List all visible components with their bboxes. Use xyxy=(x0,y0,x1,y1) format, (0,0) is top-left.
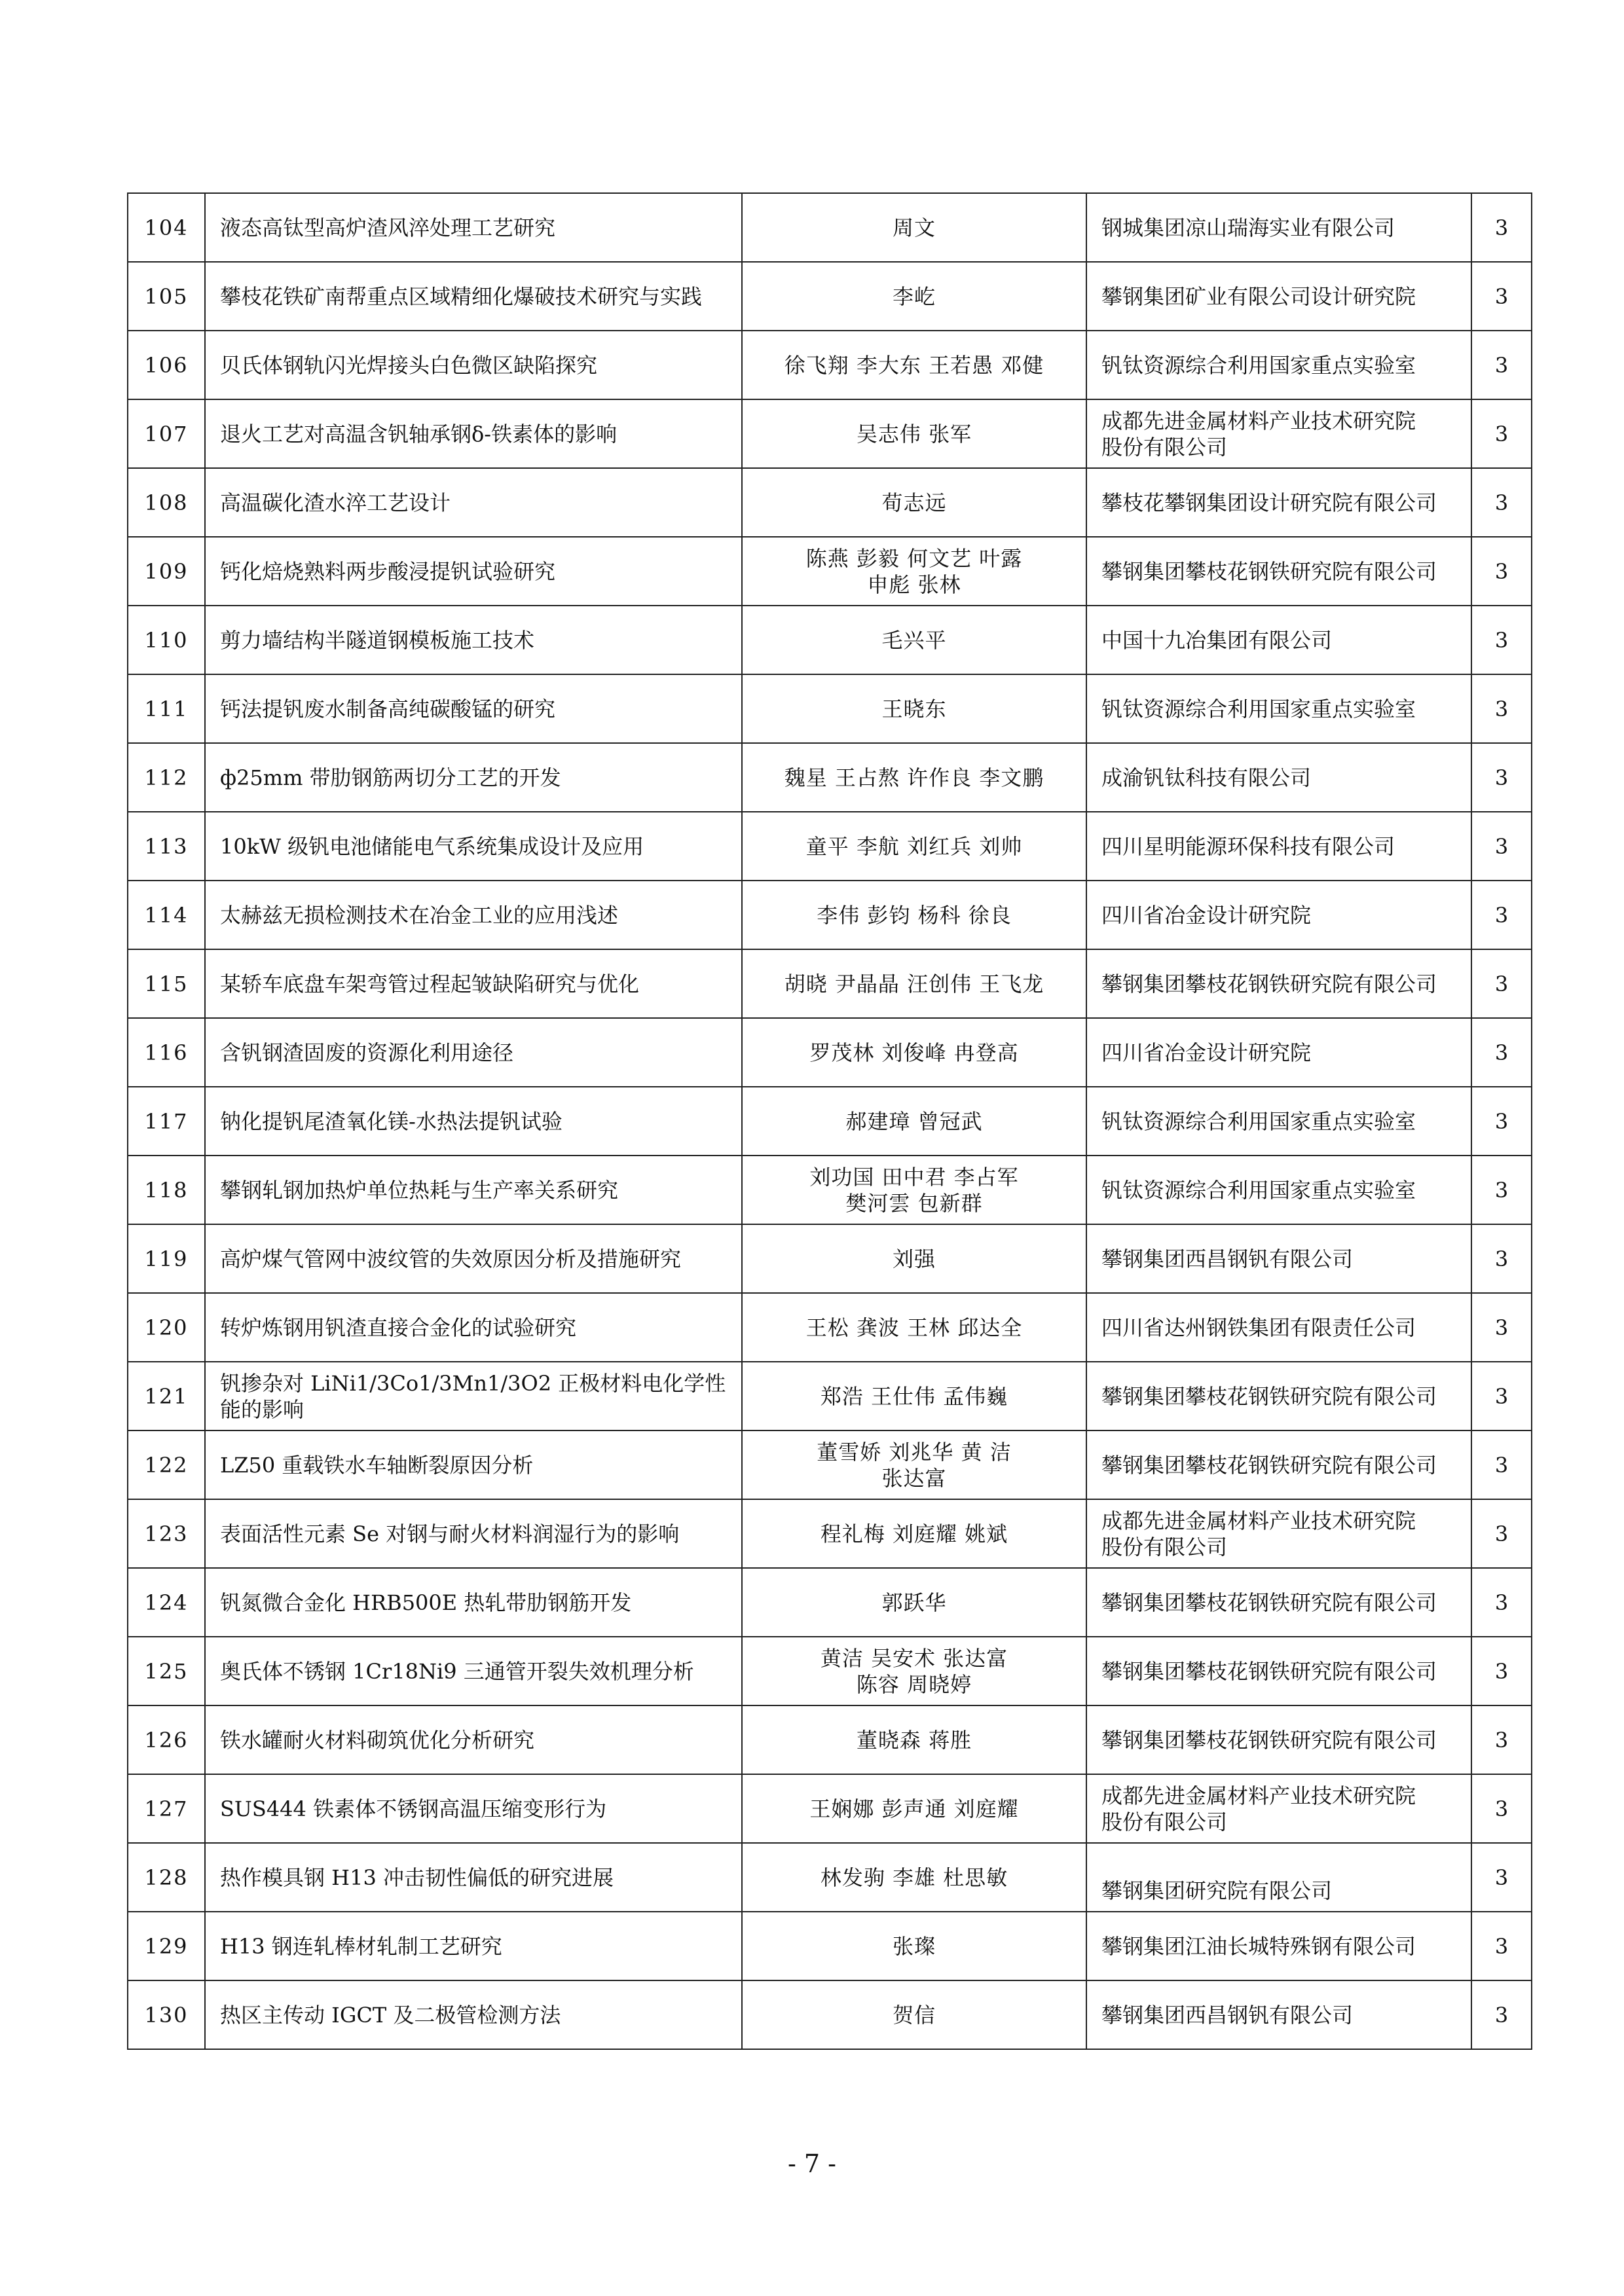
organization xyxy=(1086,1224,1471,1293)
author-line: 罗茂林 刘俊峰 冉登高 xyxy=(809,1040,1019,1065)
row-number: 117 xyxy=(128,1087,205,1156)
row-number: 121 xyxy=(128,1362,205,1430)
organization-line: 攀钢集团攀枝花钢铁研究院有限公司 xyxy=(1101,971,1437,996)
paper-title: 液态高钛型高炉渣风淬处理工艺研究 xyxy=(205,193,742,262)
organization-line: 四川省达州钢铁集团有限责任公司 xyxy=(1101,1315,1416,1340)
author-list xyxy=(742,468,1086,537)
award-grade: 3 xyxy=(1471,1362,1532,1430)
organization xyxy=(1086,674,1471,743)
paper-title: 铁水罐耐火材料砌筑优化分析研究 xyxy=(205,1705,742,1774)
row-number: 122 xyxy=(128,1430,205,1499)
organization-line: 股份有限公司 xyxy=(1101,1534,1228,1559)
row-number: 113 xyxy=(128,812,205,881)
row-number: 114 xyxy=(128,881,205,949)
author-list xyxy=(742,812,1086,881)
organization-line: 成都先进金属材料产业技术研究院 xyxy=(1101,1783,1416,1808)
author-line: 樊河雲 包新群 xyxy=(845,1190,983,1216)
paper-title: SUS444 铁素体不锈钢高温压缩变形行为 xyxy=(205,1774,742,1843)
row-number: 130 xyxy=(128,1980,205,2049)
award-grade: 3 xyxy=(1471,1568,1532,1637)
author-list xyxy=(742,881,1086,949)
author-line: 王晓东 xyxy=(881,696,947,721)
author-line: 黄洁 吴安术 张达富 xyxy=(820,1645,1008,1671)
author-list xyxy=(742,1087,1086,1156)
author-line: 李屹 xyxy=(892,283,936,309)
award-grade: 3 xyxy=(1471,1156,1532,1224)
row-number: 119 xyxy=(128,1224,205,1293)
table-row xyxy=(128,537,1532,606)
table-row xyxy=(128,1156,1532,1224)
author-line: 毛兴平 xyxy=(881,627,947,653)
row-number: 125 xyxy=(128,1637,205,1705)
author-list xyxy=(742,399,1086,468)
table-row xyxy=(128,1224,1532,1293)
organization xyxy=(1086,743,1471,812)
award-grade: 3 xyxy=(1471,1980,1532,2049)
author-line: 刘功国 田中君 李占军 xyxy=(809,1164,1019,1190)
paper-title: 退火工艺对高温含钒轴承钢δ-铁素体的影响 xyxy=(205,399,742,468)
author-line: 林发驹 李雄 杜思敏 xyxy=(820,1865,1008,1890)
organization-line: 攀枝花攀钢集团设计研究院有限公司 xyxy=(1101,490,1437,515)
row-number: 123 xyxy=(128,1499,205,1568)
table-row xyxy=(128,262,1532,331)
organization xyxy=(1086,1018,1471,1087)
author-list xyxy=(742,743,1086,812)
organization-line: 成都先进金属材料产业技术研究院 xyxy=(1101,408,1416,433)
organization xyxy=(1086,1705,1471,1774)
author-line: 胡晓 尹晶晶 汪创伟 王飞龙 xyxy=(784,971,1044,996)
table-row xyxy=(128,1843,1532,1912)
row-number: 109 xyxy=(128,537,205,606)
award-table-body xyxy=(128,193,1532,2049)
author-list xyxy=(742,1499,1086,1568)
row-number: 127 xyxy=(128,1774,205,1843)
organization-line: 钒钛资源综合利用国家重点实验室 xyxy=(1101,696,1416,721)
organization-line: 攀钢集团攀枝花钢铁研究院有限公司 xyxy=(1101,1727,1437,1753)
author-list xyxy=(742,1568,1086,1637)
row-number: 108 xyxy=(128,468,205,537)
author-line: 徐飞翔 李大东 王若愚 邓健 xyxy=(784,352,1044,378)
paper-title: 奥氏体不锈钢 1Cr18Ni9 三通管开裂失效机理分析 xyxy=(205,1637,742,1705)
paper-title: ф25mm 带肋钢筋两切分工艺的开发 xyxy=(205,743,742,812)
paper-title: 热作模具钢 H13 冲击韧性偏低的研究进展 xyxy=(205,1843,742,1912)
page-number: - 7 - xyxy=(787,2149,836,2178)
author-line: 张璨 xyxy=(892,1933,936,1959)
organization xyxy=(1086,1499,1471,1568)
paper-title: 剪力墙结构半隧道钢模板施工技术 xyxy=(205,606,742,674)
table-row xyxy=(128,1705,1532,1774)
table-row xyxy=(128,1499,1532,1568)
award-grade: 3 xyxy=(1471,1843,1532,1912)
row-number: 112 xyxy=(128,743,205,812)
row-number: 105 xyxy=(128,262,205,331)
row-number: 111 xyxy=(128,674,205,743)
organization-line: 攀钢集团研究院有限公司 xyxy=(1101,1878,1333,1903)
row-number: 104 xyxy=(128,193,205,262)
table-row xyxy=(128,1774,1532,1843)
organization xyxy=(1086,1156,1471,1224)
author-line: 贺信 xyxy=(892,2002,936,2028)
organization-line: 攀钢集团江油长城特殊钢有限公司 xyxy=(1101,1933,1416,1959)
award-grade: 3 xyxy=(1471,1499,1532,1568)
row-number: 106 xyxy=(128,331,205,399)
paper-title: 10kW 级钒电池储能电气系统集成设计及应用 xyxy=(205,812,742,881)
author-list xyxy=(742,1430,1086,1499)
award-grade: 3 xyxy=(1471,1705,1532,1774)
paper-title: 钠化提钒尾渣氧化镁-水热法提钒试验 xyxy=(205,1087,742,1156)
author-line: 郭跃华 xyxy=(881,1590,947,1615)
author-list xyxy=(742,606,1086,674)
table-row xyxy=(128,949,1532,1018)
author-list xyxy=(742,1637,1086,1705)
author-list xyxy=(742,262,1086,331)
row-number: 110 xyxy=(128,606,205,674)
author-list xyxy=(742,1293,1086,1362)
author-line: 刘强 xyxy=(892,1246,936,1271)
organization-line: 攀钢集团攀枝花钢铁研究院有限公司 xyxy=(1101,1590,1437,1615)
table-row xyxy=(128,468,1532,537)
paper-title: LZ50 重载铁水车轴断裂原因分析 xyxy=(205,1430,742,1499)
award-grade: 3 xyxy=(1471,1087,1532,1156)
organization-line: 攀钢集团攀枝花钢铁研究院有限公司 xyxy=(1101,1658,1437,1684)
table-row xyxy=(128,1362,1532,1430)
paper-title: 钒氮微合金化 HRB500E 热轧带肋钢筋开发 xyxy=(205,1568,742,1637)
organization-line: 成都先进金属材料产业技术研究院 xyxy=(1101,1508,1416,1533)
author-list xyxy=(742,1980,1086,2049)
row-number: 124 xyxy=(128,1568,205,1637)
award-grade: 3 xyxy=(1471,949,1532,1018)
award-grade: 3 xyxy=(1471,1224,1532,1293)
author-line: 荀志远 xyxy=(881,490,947,515)
organization xyxy=(1086,1293,1471,1362)
organization xyxy=(1086,1430,1471,1499)
organization xyxy=(1086,331,1471,399)
organization xyxy=(1086,812,1471,881)
author-line: 王松 龚波 王林 邱达全 xyxy=(805,1315,1023,1340)
paper-title: 高温碳化渣水淬工艺设计 xyxy=(205,468,742,537)
author-list xyxy=(742,1362,1086,1430)
author-list xyxy=(742,1774,1086,1843)
paper-title: 转炉炼钢用钒渣直接合金化的试验研究 xyxy=(205,1293,742,1362)
award-grade: 3 xyxy=(1471,262,1532,331)
organization xyxy=(1086,949,1471,1018)
author-line: 陈容 周晓婷 xyxy=(856,1671,972,1697)
award-grade: 3 xyxy=(1471,399,1532,468)
award-grade: 3 xyxy=(1471,1912,1532,1980)
organization-line: 攀钢集团西昌钢钒有限公司 xyxy=(1101,2002,1354,2028)
award-grade: 3 xyxy=(1471,674,1532,743)
author-list xyxy=(742,949,1086,1018)
table-row xyxy=(128,881,1532,949)
row-number: 107 xyxy=(128,399,205,468)
author-list xyxy=(742,537,1086,606)
award-grade: 3 xyxy=(1471,468,1532,537)
paper-title: 攀钢轧钢加热炉单位热耗与生产率关系研究 xyxy=(205,1156,742,1224)
organization xyxy=(1086,399,1471,468)
row-number: 128 xyxy=(128,1843,205,1912)
organization-line: 四川星明能源环保科技有限公司 xyxy=(1101,833,1395,859)
table-row xyxy=(128,399,1532,468)
organization-line: 股份有限公司 xyxy=(1101,434,1228,460)
author-list xyxy=(742,1018,1086,1087)
award-grade: 3 xyxy=(1471,812,1532,881)
award-grade: 3 xyxy=(1471,193,1532,262)
author-list xyxy=(742,1705,1086,1774)
author-line: 程礼梅 刘庭耀 姚斌 xyxy=(820,1521,1008,1546)
author-list xyxy=(742,674,1086,743)
author-line: 郑浩 王仕伟 孟伟巍 xyxy=(820,1383,1008,1409)
award-grade: 3 xyxy=(1471,1774,1532,1843)
author-line: 童平 李航 刘红兵 刘帅 xyxy=(805,833,1023,859)
table-row xyxy=(128,812,1532,881)
organization xyxy=(1086,881,1471,949)
paper-title: 太赫兹无损检测技术在冶金工业的应用浅述 xyxy=(205,881,742,949)
author-line: 魏星 王占熬 许作良 李文鹏 xyxy=(784,765,1044,790)
paper-title: 高炉煤气管网中波纹管的失效原因分析及措施研究 xyxy=(205,1224,742,1293)
table-row xyxy=(128,1568,1532,1637)
author-list xyxy=(742,331,1086,399)
author-line: 申彪 张林 xyxy=(867,572,961,597)
organization xyxy=(1086,468,1471,537)
organization xyxy=(1086,1774,1471,1843)
author-line: 李伟 彭钧 杨科 徐良 xyxy=(817,902,1012,928)
organization-line: 攀钢集团攀枝花钢铁研究院有限公司 xyxy=(1101,1383,1437,1409)
author-line: 董雪娇 刘兆华 黄 洁 xyxy=(817,1439,1012,1465)
organization xyxy=(1086,1568,1471,1637)
row-number: 116 xyxy=(128,1018,205,1087)
table-row xyxy=(128,1980,1532,2049)
author-list xyxy=(742,1156,1086,1224)
award-grade: 3 xyxy=(1471,537,1532,606)
row-number: 118 xyxy=(128,1156,205,1224)
award-grade: 3 xyxy=(1471,743,1532,812)
award-grade: 3 xyxy=(1471,606,1532,674)
author-line: 周文 xyxy=(892,215,936,240)
author-line: 郝建璋 曾冠武 xyxy=(845,1108,983,1134)
table-row xyxy=(128,743,1532,812)
table-row xyxy=(128,1912,1532,1980)
organization-line: 股份有限公司 xyxy=(1101,1809,1228,1834)
table-row xyxy=(128,1430,1532,1499)
paper-title: 贝氏体钢轨闪光焊接头白色微区缺陷探究 xyxy=(205,331,742,399)
organization-line: 攀钢集团攀枝花钢铁研究院有限公司 xyxy=(1101,1452,1437,1478)
author-line: 董晓森 蒋胜 xyxy=(856,1727,972,1753)
organization-line: 攀钢集团矿业有限公司设计研究院 xyxy=(1101,283,1416,309)
paper-title: 热区主传动 IGCT 及二极管检测方法 xyxy=(205,1980,742,2049)
row-number: 126 xyxy=(128,1705,205,1774)
author-line: 陈燕 彭毅 何文艺 叶露 xyxy=(805,545,1023,571)
table-row xyxy=(128,606,1532,674)
author-line: 吴志伟 张军 xyxy=(856,421,972,446)
author-list xyxy=(742,1912,1086,1980)
award-grade: 3 xyxy=(1471,1430,1532,1499)
organization-line: 钢城集团凉山瑞海实业有限公司 xyxy=(1101,215,1395,240)
author-line: 王娴娜 彭声通 刘庭耀 xyxy=(809,1796,1019,1821)
organization xyxy=(1086,1980,1471,2049)
organization xyxy=(1086,1087,1471,1156)
award-table xyxy=(127,192,1532,2050)
organization-line: 钒钛资源综合利用国家重点实验室 xyxy=(1101,1108,1416,1134)
organization-line xyxy=(1101,1851,1456,1878)
organization-line: 中国十九冶集团有限公司 xyxy=(1101,627,1333,653)
table-row xyxy=(128,1018,1532,1087)
organization-line: 四川省冶金设计研究院 xyxy=(1101,1040,1312,1065)
organization xyxy=(1086,1843,1471,1912)
award-grade: 3 xyxy=(1471,1293,1532,1362)
author-line: 张达富 xyxy=(881,1465,947,1491)
table-row xyxy=(128,674,1532,743)
organization xyxy=(1086,1912,1471,1980)
organization-line: 攀钢集团攀枝花钢铁研究院有限公司 xyxy=(1101,558,1437,584)
row-number: 115 xyxy=(128,949,205,1018)
organization xyxy=(1086,193,1471,262)
award-grade: 3 xyxy=(1471,1018,1532,1087)
organization-line: 攀钢集团西昌钢钒有限公司 xyxy=(1101,1246,1354,1271)
paper-title: 某轿车底盘车架弯管过程起皱缺陷研究与优化 xyxy=(205,949,742,1018)
organization-line: 四川省冶金设计研究院 xyxy=(1101,902,1312,928)
organization-line: 钒钛资源综合利用国家重点实验室 xyxy=(1101,1177,1416,1203)
paper-title: 含钒钢渣固废的资源化利用途径 xyxy=(205,1018,742,1087)
paper-title: H13 钢连轧棒材轧制工艺研究 xyxy=(205,1912,742,1980)
table-row xyxy=(128,193,1532,262)
organization-line: 成渝钒钛科技有限公司 xyxy=(1101,765,1312,790)
paper-title: 钙法提钒废水制备高纯碳酸锰的研究 xyxy=(205,674,742,743)
organization xyxy=(1086,262,1471,331)
author-list xyxy=(742,1224,1086,1293)
table-row xyxy=(128,1293,1532,1362)
organization xyxy=(1086,1637,1471,1705)
organization-line: 钒钛资源综合利用国家重点实验室 xyxy=(1101,352,1416,378)
award-grade: 3 xyxy=(1471,1637,1532,1705)
table-row xyxy=(128,1087,1532,1156)
row-number: 129 xyxy=(128,1912,205,1980)
paper-title: 攀枝花铁矿南帮重点区域精细化爆破技术研究与实践 xyxy=(205,262,742,331)
row-number: 120 xyxy=(128,1293,205,1362)
table-row xyxy=(128,1637,1532,1705)
award-grade: 3 xyxy=(1471,881,1532,949)
paper-title: 表面活性元素 Se 对钢与耐火材料润湿行为的影响 xyxy=(205,1499,742,1568)
paper-title: 钒掺杂对 LiNi1/3Co1/3Mn1/3O2 正极材料电化学性能的影响 xyxy=(205,1362,742,1430)
paper-title: 钙化焙烧熟料两步酸浸提钒试验研究 xyxy=(205,537,742,606)
author-list xyxy=(742,193,1086,262)
author-list xyxy=(742,1843,1086,1912)
organization xyxy=(1086,606,1471,674)
award-grade: 3 xyxy=(1471,331,1532,399)
table-row xyxy=(128,331,1532,399)
organization xyxy=(1086,1362,1471,1430)
organization xyxy=(1086,537,1471,606)
